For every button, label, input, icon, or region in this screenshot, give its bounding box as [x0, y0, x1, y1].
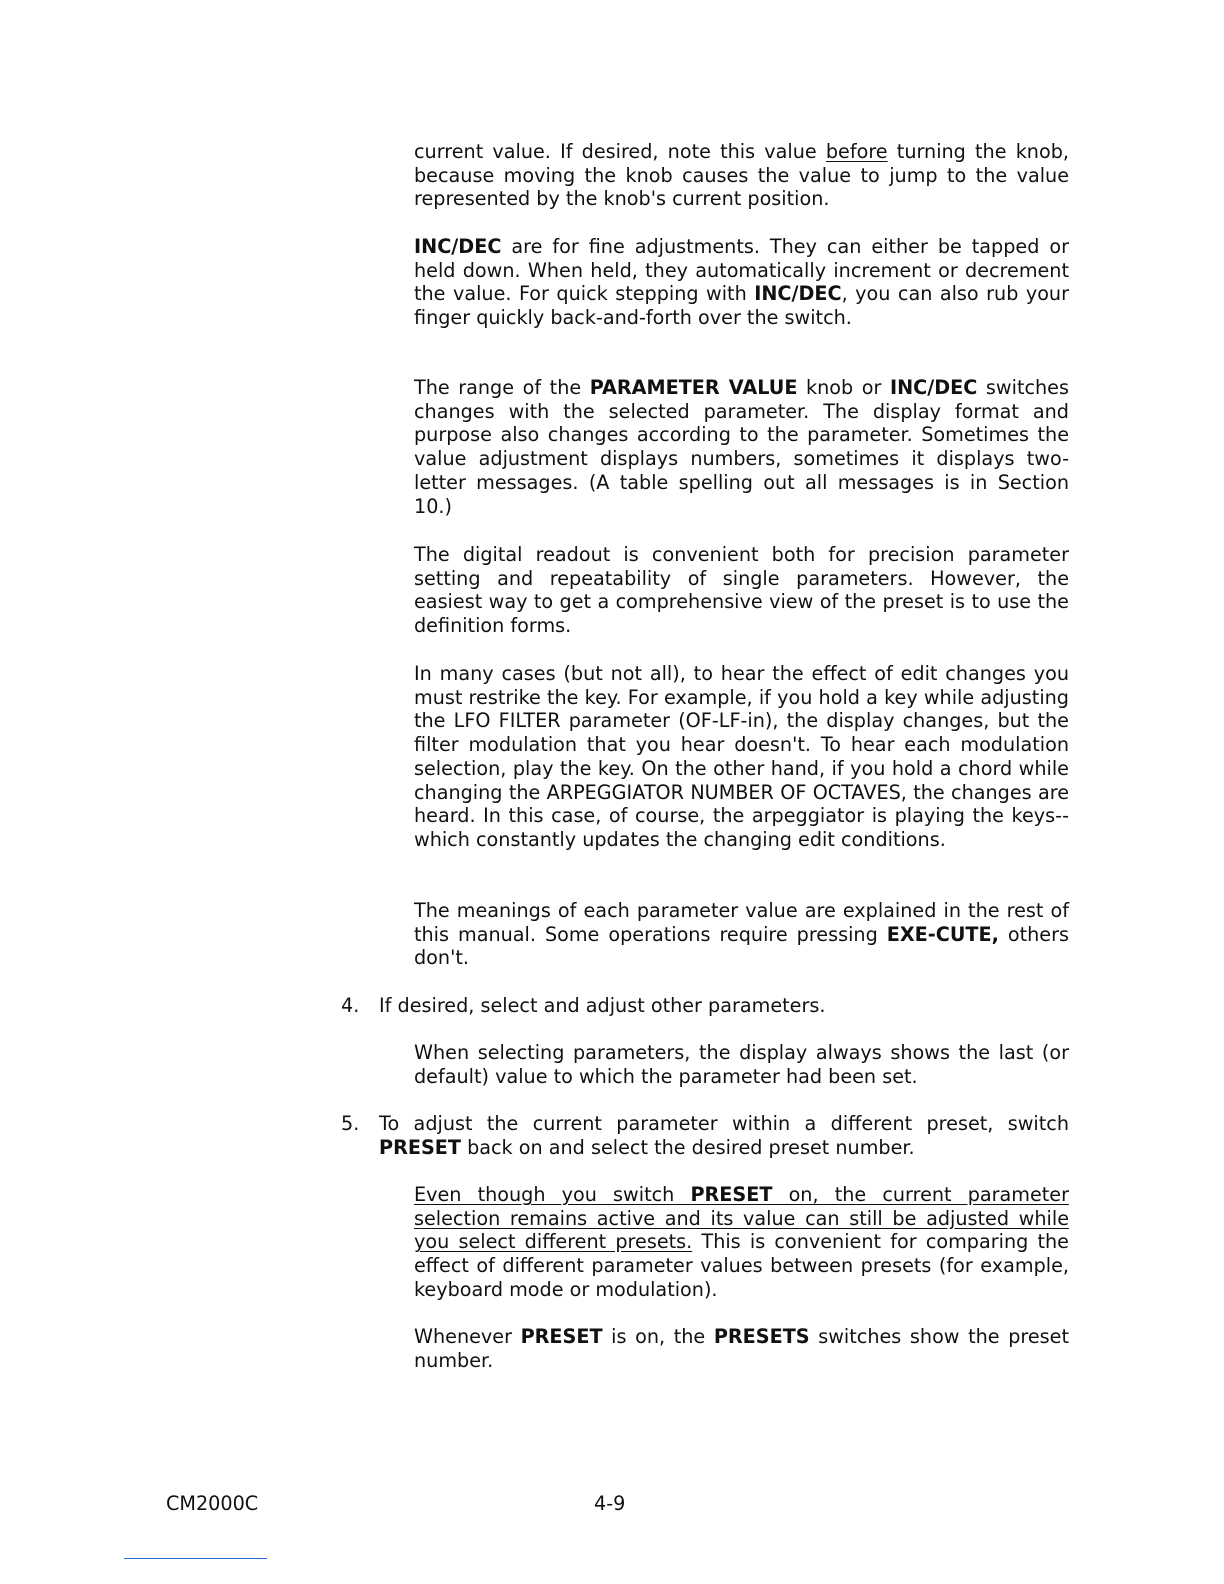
paragraph-knob-value: current value. If desired, note this value before turning the knob, because moving the knob causes the value to jump to the value represented by the knob's current position. — [414, 140, 1069, 211]
step-5-text: To adjust the current parameter within a different preset, switch PRESET back on and select the desired preset number. — [379, 1112, 1069, 1159]
paragraph-restrike: In many cases (but not all), to hear the effect of edit changes you must restrike the key. For example, if you hold a key while adjusting the LFO FILTER parameter (OF-LF-in), the display changes, but the filter modulation that you hear doesn't. To hear each modulation selection, play the key. On the other hand, if you hold a chord while changing the ARPEGGIATOR NUMBER OF OCTAVES, the changes are heard. In this case, of course, the arpeggiator is playing the keys--which constantly updates the changing edit conditions. — [414, 662, 1069, 851]
step-4-text: If desired, select and adjust other parameters. — [379, 994, 826, 1017]
step-5-note-underlined: Even though you switch PRESET on, the current parameter selection remains active and its value can still be adjusted while you select different presets. This is convenient for comparing the effect of different parameter values between presets (for example, keyboard mode or modulation). — [414, 1183, 1069, 1301]
step-5-note-presets: Whenever PRESET is on, the PRESETS switches show the preset number. — [414, 1325, 1070, 1372]
step-number-5: 5. — [341, 1112, 360, 1135]
step-4-note: When selecting parameters, the display always shows the last (or default) value to which the parameter had been set. — [414, 1041, 1069, 1088]
emphasis-before: before — [825, 140, 888, 163]
paragraph-inc-dec: INC/DEC are for fine adjustments. They can either be tapped or held down. When held, they automatically increment or decrement the value. For quick stepping with INC/DEC, you can also rub your finger quickly back-and-forth over the switch. — [414, 235, 1069, 330]
footer-page-number: 4-9 — [594, 1492, 626, 1515]
step-number-4: 4. — [341, 994, 360, 1017]
paragraph-range: The range of the PARAMETER VALUE knob or INC/DEC switches changes with the selected parameter. The display format and purpose also changes according to the parameter. Sometimes the value adjustment displays numbers, sometimes it displays two-letter messages. (A table spelling out all messages is in Section 10.) — [414, 376, 1069, 518]
footer-rule — [124, 1558, 267, 1559]
footer-doc-id: CM2000C — [166, 1492, 259, 1515]
paragraph-digital-readout: The digital readout is convenient both for precision parameter setting and repeatability of single parameters. However, the easiest way to get a comprehensive view of the preset is to use the definition forms. — [414, 543, 1069, 638]
paragraph-meanings: The meanings of each parameter value are explained in the rest of this manual. Some operations require pressing EXE-CUTE, others don't. — [414, 899, 1069, 970]
